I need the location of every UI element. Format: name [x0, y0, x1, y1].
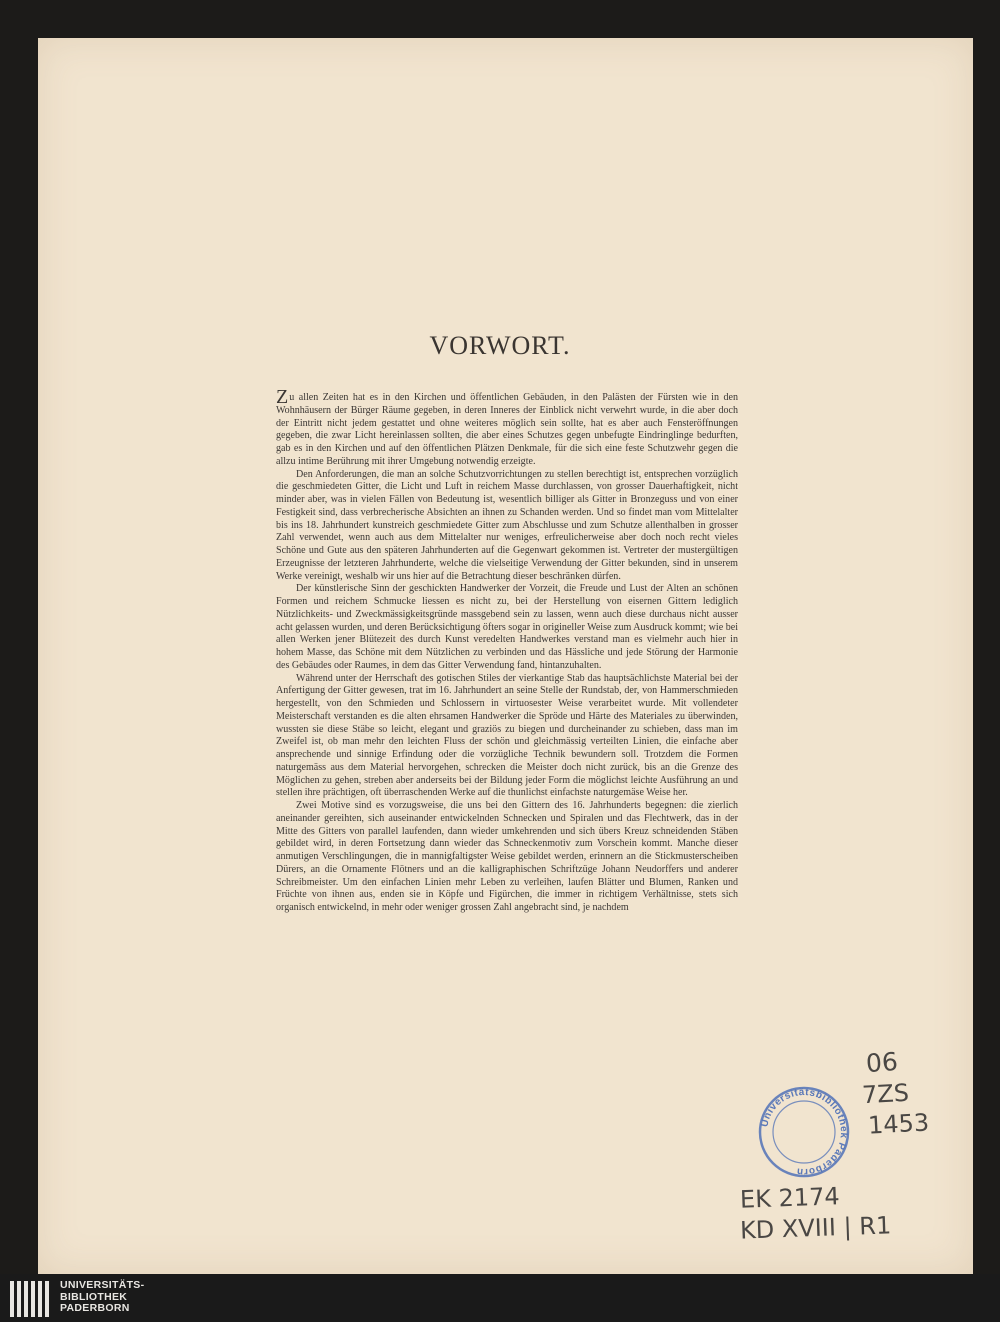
preface-body: [276, 386, 738, 915]
paragraph-1-text: u allen Zeiten hat es in den Kirchen und öffentlichen Gebäuden, in den Palästen der Fürsten wie in den Wohnhäusern der Bürger Räume gegeben, in deren Inneres der Einblick nicht verwehrt wurde, in die aber doch der Eintritt nicht jedem gestattet und ohne weiteres möglich sein sollte, hat es aber auch Fensteröffnungen gegeben, die zwar Licht hereinlassen sollten, die aber eines Schutzes gegen unbefugte Eindringlinge bedurften, gab es in den Kirchen und auf den öffentlichen Plätzen Denkmale, für die sich eine feste Schutzwehr gegen die allzu intime Berührung mit ihrer Umgebung notwendig erzeigte.: [276, 392, 738, 467]
page-title: VORWORT.: [429, 331, 571, 360]
paragraph-5: Zwei Motive sind es vorzugsweise, die uns bei den Gittern des 16. Jahrhunderts begegnen: die zierlich aneinander gereihten, sich auseinander entwickelnden Schnecken und Spiralen und das Flechtwerk, das in der Mitte des Gitters von parallel laufenden, dann wieder umkehrenden und sich übers Kreuz schneidenden Stäben gebildet wird, in deren Fortsetzung dann wieder das Schneckenmotiv zum Vorschein kommt. Manche dieser anmutigen Verschlingungen, die in mannigfaltigster Weise gebildet werden, erinnern an die Stickmusterscheiben Dürers, an die Ornamente Flötners und an die kalligraphischen Schriftzüge Johann Neudorffers und anderer Schreibmeister. Um den einfachen Linien mehr Leben zu verleihen, laufen Blätter und Blumen, Ranken und Früchte von ihnen aus, enden sie in Köpfe und Figürchen, die immer in richtigem Verhältnisse, stets sich organisch entwickelnd, in mehr oder weniger grossen Zahl angebracht sind, je nachdem: [276, 800, 738, 913]
library-logo-icon: [10, 1281, 54, 1317]
handwritten-mark-1: 06: [865, 1046, 899, 1079]
footer-bar: [0, 1274, 1000, 1322]
paragraph-4: Während unter der Herrschaft des gotischen Stiles der vierkantige Stab das hauptsächlichste Material bei der Anfertigung der Gitter gewesen, trat im 16. Jahrhundert an seine Stelle der Rundstab, der, von Hammerschmieden hergestellt, von den Schmieden und Schlossern in virtuosester Weise verarbeitet wurde. Mit vollendeter Meisterschaft verstanden es die alten ehrsamen Handwerker die Spröde und Härte des Materiales zu überwinden, wussten sie diese Stäbe so leicht, elegant und graziös zu biegen und durcheinander zu schieben, dass man im Zweifel ist, ob man mehr den leichten Fluss der schön und gleichmässig verteilten Linien, die einfache aber ansprechende und sinnige Erfindung oder die vorzügliche Technik bewundern soll. Trotzdem die Formen naturgemäss aus dem Material hervorgehen, schrecken die Meister doch nicht zurück, bis an die Grenze des Möglichen zu gehen, streben aber anderseits bei der Bildung jeder Form die möglichst leichte Ausführung an und stellen ihre prächtigen, oft überraschenden Werke auf die thunlichst einfachste naturgemäse Weise her.: [276, 672, 738, 799]
handwritten-signature-2: KD XVIII | R1: [739, 1211, 892, 1245]
handwritten-signature-1: EK 2174: [739, 1182, 841, 1214]
drop-cap: Z: [276, 386, 289, 408]
stamp-text: Universitätsbibliothek Paderborn: [759, 1086, 850, 1178]
handwritten-mark-2: 7ZS: [861, 1078, 910, 1110]
library-name: [60, 1280, 144, 1315]
paragraph-3: Der künstlerische Sinn der geschickten Handwerker der Vorzeit, die Freude und Lust der Alten an schönen Formen und reichem Schmucke liessen es nicht zu, bei der Herstellung von eisernen Gittern lediglich Nützlichkeits- und Zweckmässigkeitsgründe massgebend sein zu lassen, wenn auch diese durchaus nicht ausser acht gelassen wurden, und deren Berücksichtigung öfters sogar in origineller Weise zum Ausdruck kommt; wie bei allen Werken jener Blütezeit des durch Kunst veredelten Handwerkes verstand man es vielmehr auch hier in hohem Masse, das Schöne mit dem Nützlichen zu verbinden und das Hässliche und jede Störung der Harmonie des Gebäudes oder Raumes, in dem das Gitter Verwendung fand, hintanzuhalten.: [276, 583, 738, 671]
handwritten-mark-3: 1453: [867, 1108, 930, 1140]
paragraph-1: [276, 386, 738, 469]
library-stamp: [756, 1084, 852, 1180]
library-name-line-2: BIBLIOTHEK: [60, 1290, 128, 1303]
paragraph-2: Den Anforderungen, die man an solche Schutzvorrichtungen zu stellen berechtigt ist, entsprechen vorzüglich die geschmiedeten Gitter, die Licht und Luft in reichem Masse durchlassen, von grosser Dauerhaftigkeit, nicht minder aber, was in vielen Fällen von Bedeutung ist, wesentlich billiger als Gitter in Bronzeguss und von einer Festigkeit sind, dass verbrecherische Absichten an ihnen zu Schanden werden. Und so findet man vom Mittelalter bis ins 18. Jahrhundert kunstreich geschmiedete Gitter zum Abschlusse und zum Schutze allenthalben in grosser Zahl verwendet, wenn auch aus dem Mittelalter nur weniges, erfreulicherweise aber doch noch recht vieles Schöne und Gute aus den späteren Jahrhunderten auf die Gegenwart gekommen ist. Vertreter der mustergültigen Erzeugnisse der letzteren Jahrhunderte, welche die vielseitige Verwendung der Gitter bekunden, sind in unserem Werke vereinigt, weshalb wir uns hier auf die Betrachtung dieser beschränken dürfen.: [276, 468, 738, 582]
library-name-line-1: UNIVERSITÄTS-: [60, 1279, 145, 1291]
library-name-line-3: PADERBORN: [60, 1302, 130, 1314]
